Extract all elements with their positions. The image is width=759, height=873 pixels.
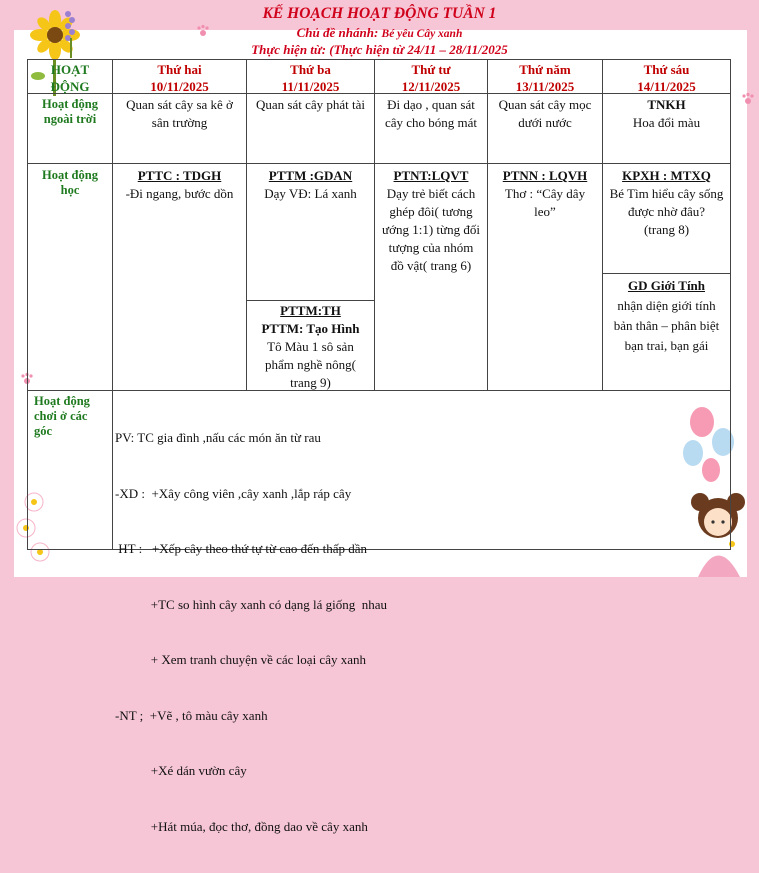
corner-cell: HOẠT ĐỘNG <box>28 60 113 94</box>
day-header-fri: Thứ sáu 14/11/2025 <box>603 60 730 94</box>
corners-content: PV: TC gia đình ,nấu các món ăn từ rau -XD : +Xây công viên ,cây xanh ,lắp ráp cây HT : +Xếp cây theo thứ tự từ cao đến thấp dần +TC so hình cây xanh có dạng lá giống nhau + Xem tranh chuyện về các loại cây xanh -NT ; +Vẽ , tô màu cây xanh +Xé dán vườn cây +Hát múa, đọc thơ, đồng dao về cây xanh <box>115 430 387 834</box>
day-header-mon: Thứ hai 10/11/2025 <box>113 60 247 94</box>
day-header-wed: Thứ tư 12/11/2025 <box>375 60 488 94</box>
learning-fri-bottom: GD Giới Tính nhận diện giới tính bản thân – phân biệt bạn trai, bạn gái <box>603 274 730 391</box>
paw-print-icon <box>741 92 755 106</box>
outdoor-tue: Quan sát cây phát tài <box>247 94 375 164</box>
day-header-tue: Thứ ba 11/11/2025 <box>247 60 375 94</box>
branch-value: Bé yêu Cây xanh <box>381 28 463 40</box>
learning-thu: PTNN : LQVH Thơ : “Cây dây leo” <box>488 164 603 391</box>
period-line: Thực hiện từ: (Thực hiện từ 24/11 – 28/11/2025 <box>251 42 508 57</box>
outdoor-mon: Quan sát cây sa kê ở sân trường <box>113 94 247 164</box>
learning-wed: PTNT:LQVT Dạy trẻ biết cách ghép đôi( tương ướng 1:1) từng đối tượng của nhóm đồ vật( trang 6) <box>375 164 488 391</box>
schedule-table <box>27 59 731 834</box>
page-title: KẾ HOẠCH HOẠT ĐỘNG TUẦN 1 <box>262 5 497 22</box>
outdoor-wed: Đi dạo , quan sát cây cho bóng mát <box>375 94 488 164</box>
row-label-corners: Hoạt động chơi ở các góc <box>28 391 113 549</box>
header <box>0 4 759 58</box>
learning-tue-bottom: PTTM:TH PTTM: Tạo Hình Tô Màu 1 sô sản phẩm nghề nông( trang 9) <box>247 301 375 391</box>
branch-line <box>0 24 759 41</box>
day-header-thu: Thứ năm 13/11/2025 <box>488 60 603 94</box>
branch-label: Chủ đề nhánh: <box>296 25 379 40</box>
learning-mon: PTTC : TDGH -Đi ngang, bước dồn <box>113 164 247 391</box>
outdoor-thu: Quan sát cây mọc dưới nước <box>488 94 603 164</box>
row-label-learning: Hoạt động học <box>28 164 113 391</box>
learning-tue-top: PTTM :GDAN Dạy VĐ: Lá xanh <box>247 164 375 301</box>
learning-fri-top: KPXH : MTXQ Bé Tìm hiểu cây sống được nhờ đâu? (trang 8) <box>603 164 730 274</box>
outdoor-fri: TNKH Hoa đổi màu <box>603 94 730 164</box>
row-label-outdoor: Hoạt động ngoài trời <box>28 94 113 164</box>
